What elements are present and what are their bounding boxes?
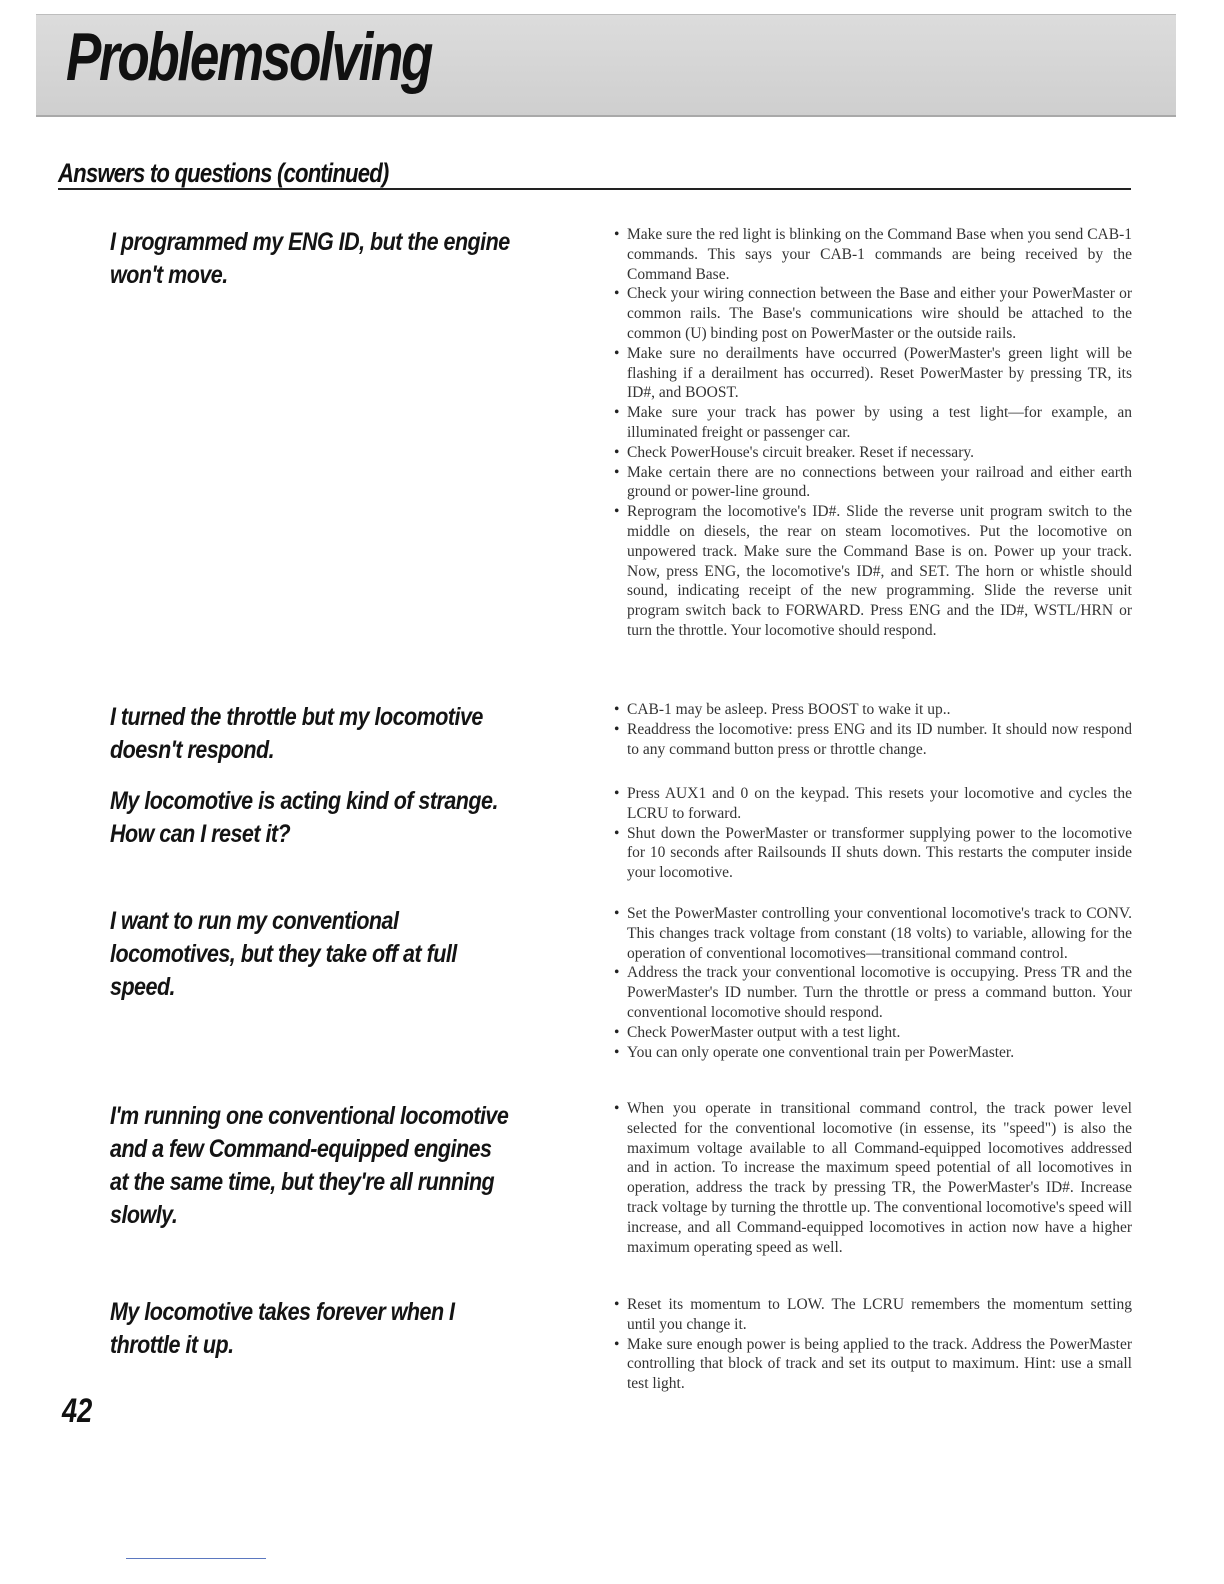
answer-item: • Make sure your track has power by using a test light—for example, an illuminated freight or passenger car. (612, 403, 1132, 443)
answer-item: • You can only operate one conventional train per PowerMaster. (612, 1043, 1132, 1063)
footer-divider (126, 1558, 266, 1559)
answer-list (612, 1099, 1132, 1257)
question-text: My locomotive takes forever when I throttle it up. (110, 1298, 455, 1359)
question-text: I turned the throttle but my locomotive doesn't respond. (110, 703, 483, 764)
question-text: I want to run my conventional locomotives, but they take off at full speed. (110, 907, 457, 1001)
answer-list (612, 700, 1132, 759)
answer-item: • Make sure no derailments have occurred (PowerMaster's green light will be flashing if a derailment has occurred). Reset PowerMaster by pressing TR, its ID#, and BOOST. (612, 344, 1132, 403)
question-text: My locomotive is acting kind of strange. How can I reset it? (110, 787, 498, 848)
answer-item: • Check PowerHouse's circuit breaker. Reset if necessary. (612, 443, 1132, 463)
answer-item: • Shut down the PowerMaster or transformer supplying power to the locomotive for 10 seconds after Railsounds II shuts down. This restarts the computer inside your locomotive. (612, 824, 1132, 883)
answer-item: • Press AUX1 and 0 on the keypad. This resets your locomotive and cycles the LCRU to forward. (612, 784, 1132, 824)
answer-item: • When you operate in transitional command control, the track power level selected for the conventional locomotive (in essense, its "speed") is also the maximum voltage available to all Command-equipped locomotives addressed and in action. To increase the maximum speed potential of all locomotives in operation, address the track by pressing TR, the PowerMaster's ID#. Increase track voltage by turning the throttle up. The conventional locomotive's speed will increase, and all Command-equipped locomotives in action now have a higher maximum operating speed as well. (612, 1099, 1132, 1257)
answer-item: • Check your wiring connection between the Base and either your PowerMaster or common rails. The Base's communications wire should be attached to the common (U) binding post on PowerMaster or the outside rails. (612, 284, 1132, 343)
question-text: I programmed my ENG ID, but the engine won't move. (110, 228, 510, 289)
question-text: I'm running one conventional locomotive and a few Command-equipped engines at the same time, but they're all running slowly. (110, 1102, 509, 1229)
answer-item: • Make certain there are no connections between your railroad and either earth ground or power-line ground. (612, 463, 1132, 503)
answer-list (612, 225, 1132, 641)
answer-item: • Address the track your conventional locomotive is occupying. Press TR and the PowerMaster's ID number. Turn the throttle or press a command button. Your conventional locomotive should respond. (612, 963, 1132, 1022)
answer-item: • Make sure enough power is being applied to the track. Address the PowerMaster controlling that block of track and set its output to maximum. Hint: use a small test light. (612, 1335, 1132, 1394)
section-divider (58, 188, 1131, 190)
answer-item: • Reprogram the locomotive's ID#. Slide the reverse unit program switch to the middle on diesels, the rear on steam locomotives. Put the locomotive on unpowered track. Make sure the Command Base is on. Power up your track. Now, press ENG, the locomotive's ID#, and SET. The horn or whistle should sound, indicating receipt of the new programming. Slide the reverse unit program switch back to FORWARD. Press ENG and the ID#, WSTL/HRN or turn the throttle. Your locomotive should respond. (612, 502, 1132, 641)
answer-item: • CAB-1 may be asleep. Press BOOST to wake it up.. (612, 700, 1132, 720)
answer-item: • Readdress the locomotive: press ENG and its ID number. It should now respond to any command button press or throttle change. (612, 720, 1132, 760)
answer-list (612, 1295, 1132, 1394)
answer-item: • Make sure the red light is blinking on the Command Base when you send CAB-1 commands. This says your CAB-1 commands are being received by the Command Base. (612, 225, 1132, 284)
answer-item: • Reset its momentum to LOW. The LCRU remembers the momentum setting until you change it. (612, 1295, 1132, 1335)
answer-item: • Check PowerMaster output with a test light. (612, 1023, 1132, 1043)
page-number: 42 (62, 1392, 93, 1430)
page-title: Problemsolving (66, 19, 432, 95)
section-heading: Answers to questions (continued) (58, 158, 389, 188)
answer-list (612, 904, 1132, 1062)
answer-item: • Set the PowerMaster controlling your conventional locomotive's track to CONV. This changes track voltage from constant (18 volts) to variable, allowing for the operation of conventional locomotives—transitional command control. (612, 904, 1132, 963)
answer-list (612, 784, 1132, 883)
